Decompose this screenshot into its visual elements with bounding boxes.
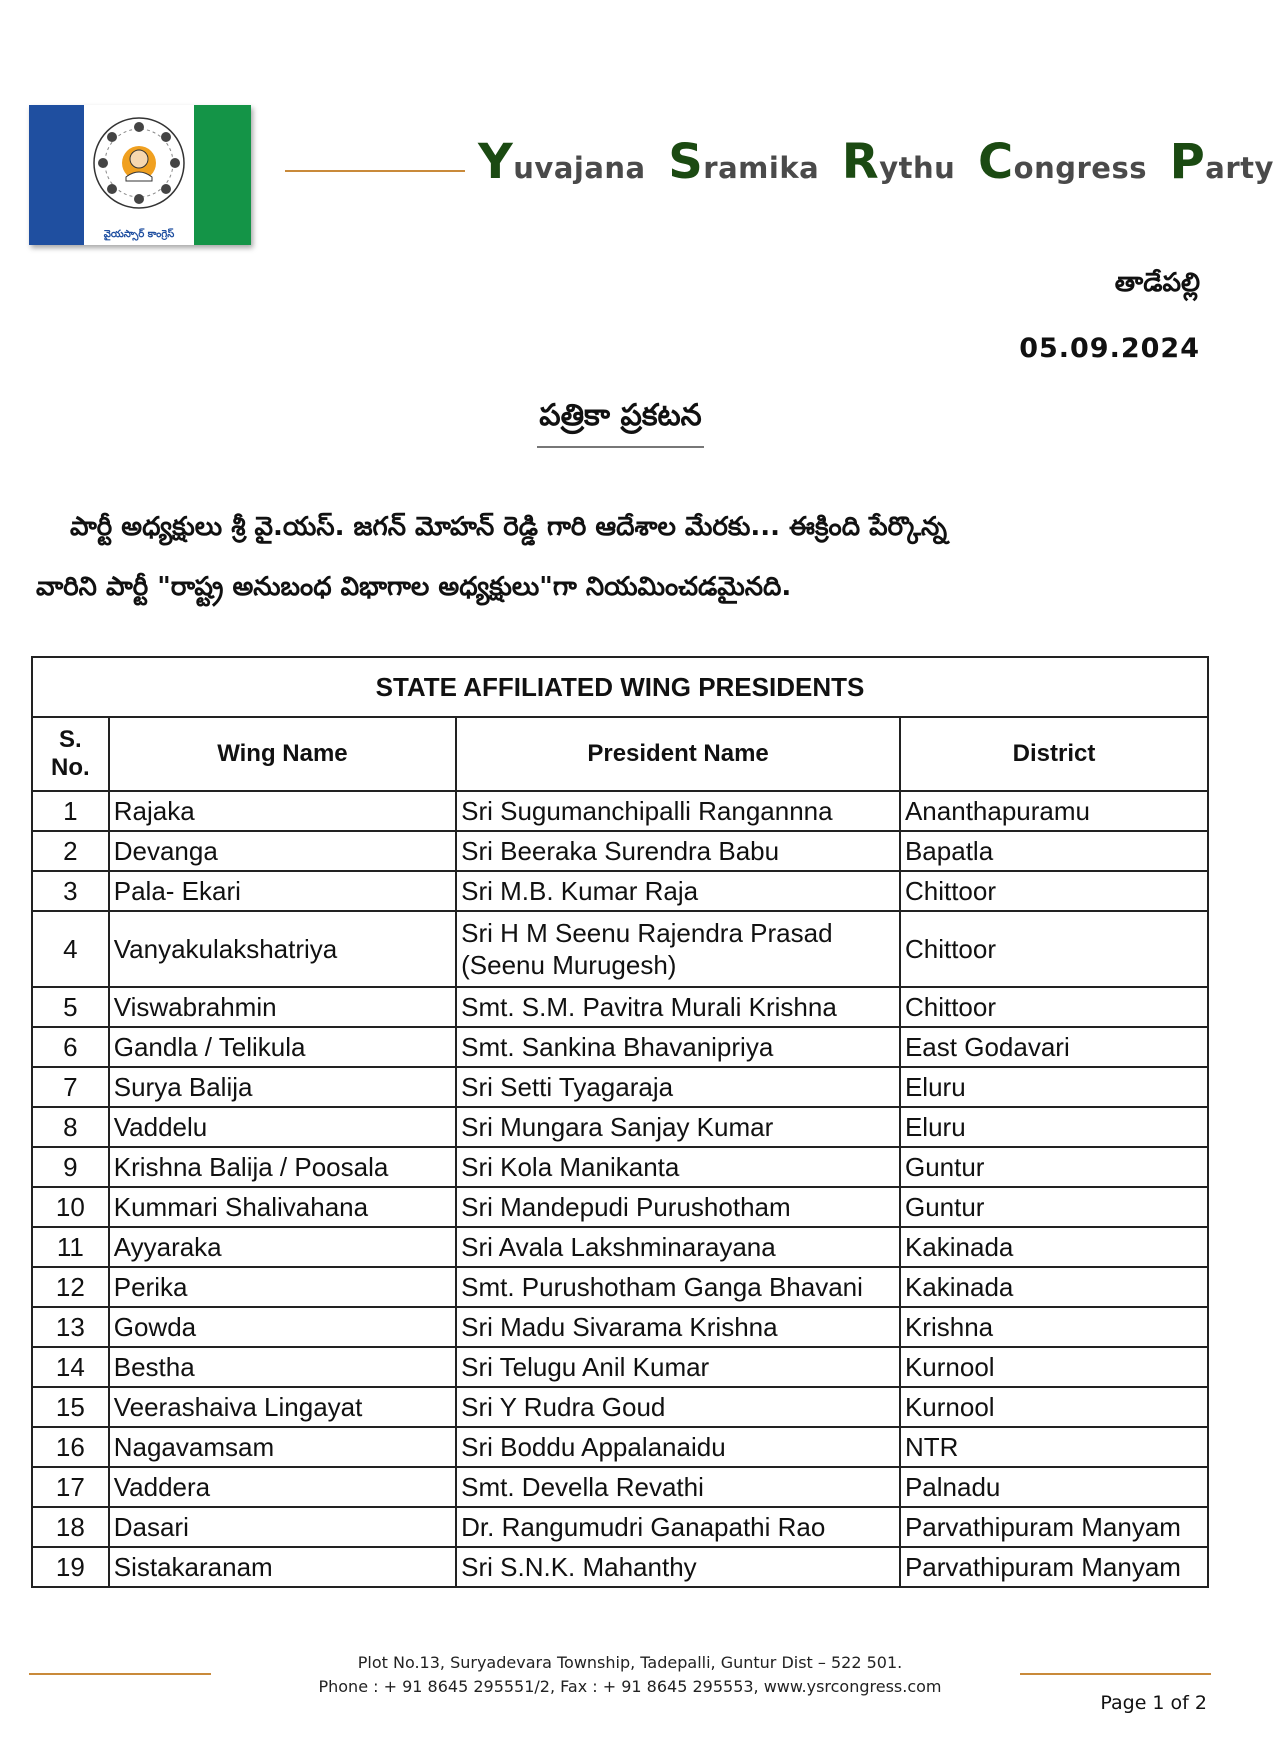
table-title: STATE AFFILIATED WING PRESIDENTS <box>32 657 1208 717</box>
cell-president-name: Sri Boddu Appalanaidu <box>456 1427 900 1467</box>
table-row <box>32 871 1208 911</box>
cell-wing-name: Nagavamsam <box>109 1427 456 1467</box>
cell-sno: 17 <box>32 1467 109 1507</box>
cell-president-name: Smt. Purushotham Ganga Bhavani <box>456 1267 900 1307</box>
party-word: Sramika <box>668 134 820 190</box>
party-logo-emblem <box>86 111 192 221</box>
cell-president-name: Sri Telugu Anil Kumar <box>456 1347 900 1387</box>
cell-sno: 2 <box>32 831 109 871</box>
table-row <box>32 911 1208 987</box>
table-row <box>32 1387 1208 1427</box>
table-row <box>32 1267 1208 1307</box>
cell-district: Guntur <box>900 1187 1208 1227</box>
cell-district: Krishna <box>900 1307 1208 1347</box>
cell-president-name: Sri H M Seenu Rajendra Prasad (Seenu Murugesh) <box>456 911 900 987</box>
cell-sno: 3 <box>32 871 109 911</box>
table-header-row <box>32 717 1208 791</box>
cell-district: Chittoor <box>900 871 1208 911</box>
footer-contact: Phone : + 91 8645 295551/2, Fax : + 91 8645 295553, www.ysrcongress.com <box>318 1677 942 1696</box>
party-name <box>478 134 1274 194</box>
intro-line-1: పార్టీ అధ్యక్షులు శ్రీ వై.యస్. జగన్ మోహన్ రెడ్డి గారి ఆదేశాల మేరకు... ఈక్రింది పేర్కొన్న <box>70 512 948 542</box>
cell-district: Kakinada <box>900 1267 1208 1307</box>
footer-divider-left <box>29 1673 211 1675</box>
table-body <box>32 791 1208 1587</box>
cell-wing-name: Ayyaraka <box>109 1227 456 1267</box>
cell-district: Ananthapuramu <box>900 791 1208 831</box>
table-row <box>32 1547 1208 1587</box>
cell-wing-name: Vanyakulakshatriya <box>109 911 456 987</box>
cell-sno: 8 <box>32 1107 109 1147</box>
cell-sno: 5 <box>32 987 109 1027</box>
press-release-title-text: పత్రికా ప్రకటన <box>537 398 703 448</box>
cell-district: Bapatla <box>900 831 1208 871</box>
cell-sno: 11 <box>32 1227 109 1267</box>
table-row <box>32 987 1208 1027</box>
cell-wing-name: Devanga <box>109 831 456 871</box>
cell-wing-name: Viswabrahmin <box>109 987 456 1027</box>
table-row <box>32 1347 1208 1387</box>
cell-wing-name: Gandla / Telikula <box>109 1027 456 1067</box>
cell-president-name: Sri Kola Manikanta <box>456 1147 900 1187</box>
cell-president-name: Sri M.B. Kumar Raja <box>456 871 900 911</box>
cell-wing-name: Vaddera <box>109 1467 456 1507</box>
cell-sno: 19 <box>32 1547 109 1587</box>
footer-address: Plot No.13, Suryadevara Township, Tadepalli, Guntur Dist – 522 501. <box>357 1653 903 1672</box>
table-row <box>32 1307 1208 1347</box>
cell-president-name: Smt. Devella Revathi <box>456 1467 900 1507</box>
party-word: Congress <box>977 134 1147 190</box>
cell-president-name: Sri Sugumanchipalli Rangannna <box>456 791 900 831</box>
logo-green-band <box>194 105 251 245</box>
table-row <box>32 1067 1208 1107</box>
cell-district: Parvathipuram Manyam <box>900 1507 1208 1547</box>
column-header: Wing Name <box>109 717 456 791</box>
cell-sno: 9 <box>32 1147 109 1187</box>
logo-blue-band <box>29 105 84 245</box>
table-row <box>32 1187 1208 1227</box>
cell-president-name: Sri Setti Tyagaraja <box>456 1067 900 1107</box>
cell-wing-name: Gowda <box>109 1307 456 1347</box>
table-row <box>32 1227 1208 1267</box>
cell-district: Kurnool <box>900 1347 1208 1387</box>
cell-wing-name: Veerashaiva Lingayat <box>109 1387 456 1427</box>
date-label: 05.09.2024 <box>1019 333 1200 364</box>
column-header: S. No. <box>32 717 109 791</box>
cell-sno: 6 <box>32 1027 109 1067</box>
table-row <box>32 1027 1208 1067</box>
intro-line-2: వారిని పార్టీ "రాష్ట్ర అనుబంధ విభాగాల అధ్యక్షులు"గా నియమించడమైనది. <box>36 572 792 602</box>
cell-wing-name: Bestha <box>109 1347 456 1387</box>
table-row <box>32 791 1208 831</box>
cell-sno: 7 <box>32 1067 109 1107</box>
cell-president-name: Smt. Sankina Bhavanipriya <box>456 1027 900 1067</box>
cell-district: Eluru <box>900 1107 1208 1147</box>
wing-presidents-table <box>31 656 1209 1588</box>
cell-president-name: Sri Y Rudra Goud <box>456 1387 900 1427</box>
place-label: తాడేపల్లి <box>1114 268 1200 298</box>
cell-sno: 15 <box>32 1387 109 1427</box>
cell-wing-name: Krishna Balija / Poosala <box>109 1147 456 1187</box>
table-title-row <box>32 657 1208 717</box>
press-release-title <box>0 398 1241 448</box>
cell-president-name: Sri Avala Lakshminarayana <box>456 1227 900 1267</box>
cell-district: Kakinada <box>900 1227 1208 1267</box>
cell-wing-name: Dasari <box>109 1507 456 1547</box>
cell-sno: 13 <box>32 1307 109 1347</box>
logo-caption: వైయస్సార్ కాంగ్రెస్ <box>103 229 175 240</box>
page-number: Page 1 of 2 <box>1100 1692 1207 1714</box>
cell-wing-name: Vaddelu <box>109 1107 456 1147</box>
cell-president-name: Sri Madu Sivarama Krishna <box>456 1307 900 1347</box>
footer-divider-right <box>1020 1673 1211 1675</box>
cell-wing-name: Kummari Shalivahana <box>109 1187 456 1227</box>
cell-sno: 14 <box>32 1347 109 1387</box>
table-row <box>32 1467 1208 1507</box>
cell-district: Palnadu <box>900 1467 1208 1507</box>
cell-sno: 18 <box>32 1507 109 1547</box>
table-row <box>32 1147 1208 1187</box>
cell-district: Eluru <box>900 1067 1208 1107</box>
cell-district: Chittoor <box>900 987 1208 1027</box>
cell-wing-name: Sistakaranam <box>109 1547 456 1587</box>
party-word: Party <box>1169 134 1274 190</box>
cell-district: East Godavari <box>900 1027 1208 1067</box>
party-word: Rythu <box>841 134 956 190</box>
cell-president-name: Dr. Rangumudri Ganapathi Rao <box>456 1507 900 1547</box>
cell-district: Kurnool <box>900 1387 1208 1427</box>
cell-wing-name: Rajaka <box>109 791 456 831</box>
cell-president-name: Smt. S.M. Pavitra Murali Krishna <box>456 987 900 1027</box>
cell-sno: 12 <box>32 1267 109 1307</box>
column-header: President Name <box>456 717 900 791</box>
cell-wing-name: Surya Balija <box>109 1067 456 1107</box>
cell-president-name: Sri Mandepudi Purushotham <box>456 1187 900 1227</box>
cell-district: Chittoor <box>900 911 1208 987</box>
cell-wing-name: Perika <box>109 1267 456 1307</box>
cell-sno: 1 <box>32 791 109 831</box>
table-row <box>32 1507 1208 1547</box>
cell-wing-name: Pala- Ekari <box>109 871 456 911</box>
cell-district: Parvathipuram Manyam <box>900 1547 1208 1587</box>
cell-president-name: Sri Mungara Sanjay Kumar <box>456 1107 900 1147</box>
party-logo <box>29 105 251 245</box>
cell-president-name: Sri Beeraka Surendra Babu <box>456 831 900 871</box>
cell-sno: 16 <box>32 1427 109 1467</box>
cell-district: Guntur <box>900 1147 1208 1187</box>
table-row <box>32 1107 1208 1147</box>
cell-sno: 4 <box>32 911 109 987</box>
cell-sno: 10 <box>32 1187 109 1227</box>
logo-white-band <box>84 105 194 245</box>
column-header: District <box>900 717 1208 791</box>
cell-president-name: Sri S.N.K. Mahanthy <box>456 1547 900 1587</box>
cell-district: NTR <box>900 1427 1208 1467</box>
table-row <box>32 831 1208 871</box>
party-word: Yuvajana <box>478 134 646 190</box>
header-divider <box>285 170 465 172</box>
table-row <box>32 1427 1208 1467</box>
